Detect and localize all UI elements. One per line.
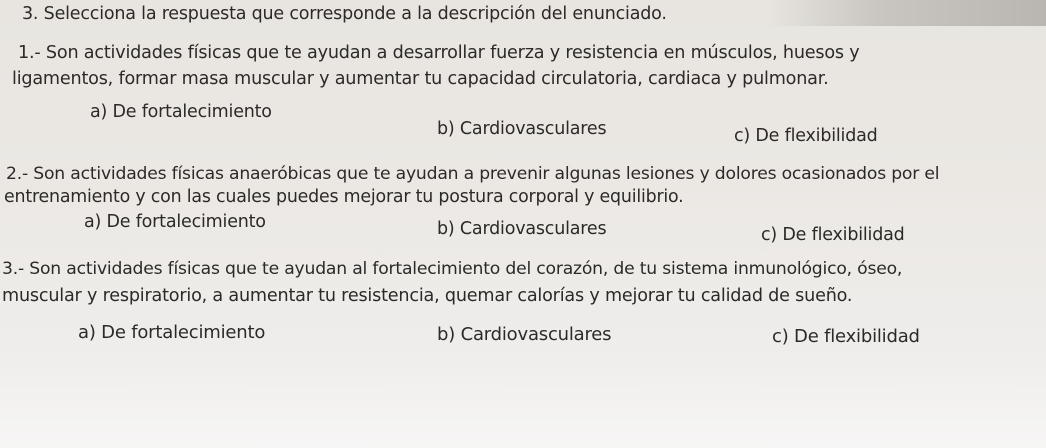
question-1-line-2: ligamentos, formar masa muscular y aumentar tu capacidad circulatoria, cardiaca y pulmonar. xyxy=(12,69,829,89)
question-2-option-b[interactable]: b) Cardiovasculares xyxy=(437,219,607,239)
question-2-option-a[interactable]: a) De fortalecimiento xyxy=(84,212,266,232)
question-3-line-1: 3.- Son actividades físicas que te ayudan al fortalecimiento del corazón, de tu sistema inmunológico, óseo, xyxy=(2,259,903,279)
question-1-option-b[interactable]: b) Cardiovasculares xyxy=(437,119,607,139)
question-1-option-a[interactable]: a) De fortalecimiento xyxy=(90,102,272,122)
question-2-option-c[interactable]: c) De flexibilidad xyxy=(761,225,905,245)
background-object xyxy=(766,0,1046,26)
question-1-option-c[interactable]: c) De flexibilidad xyxy=(734,126,878,146)
question-1-line-1: 1.- Son actividades físicas que te ayudan a desarrollar fuerza y resistencia en músculos, huesos y xyxy=(18,43,860,63)
paper-lighting xyxy=(0,358,1046,448)
question-2-line-1: 2.- Son actividades físicas anaeróbicas que te ayudan a prevenir algunas lesiones y dolores ocasionados por el xyxy=(6,164,940,184)
section-heading: 3. Selecciona la respuesta que corresponde a la descripción del enunciado. xyxy=(22,4,667,24)
question-3-option-b[interactable]: b) Cardiovasculares xyxy=(437,324,612,345)
question-3-line-2: muscular y respiratorio, a aumentar tu resistencia, quemar calorías y mejorar tu calidad de sueño. xyxy=(2,286,853,306)
question-2-line-2: entrenamiento y con las cuales puedes mejorar tu postura corporal y equilibrio. xyxy=(4,187,684,207)
question-3-option-a[interactable]: a) De fortalecimiento xyxy=(78,322,266,343)
question-3-option-c[interactable]: c) De flexibilidad xyxy=(772,326,920,347)
